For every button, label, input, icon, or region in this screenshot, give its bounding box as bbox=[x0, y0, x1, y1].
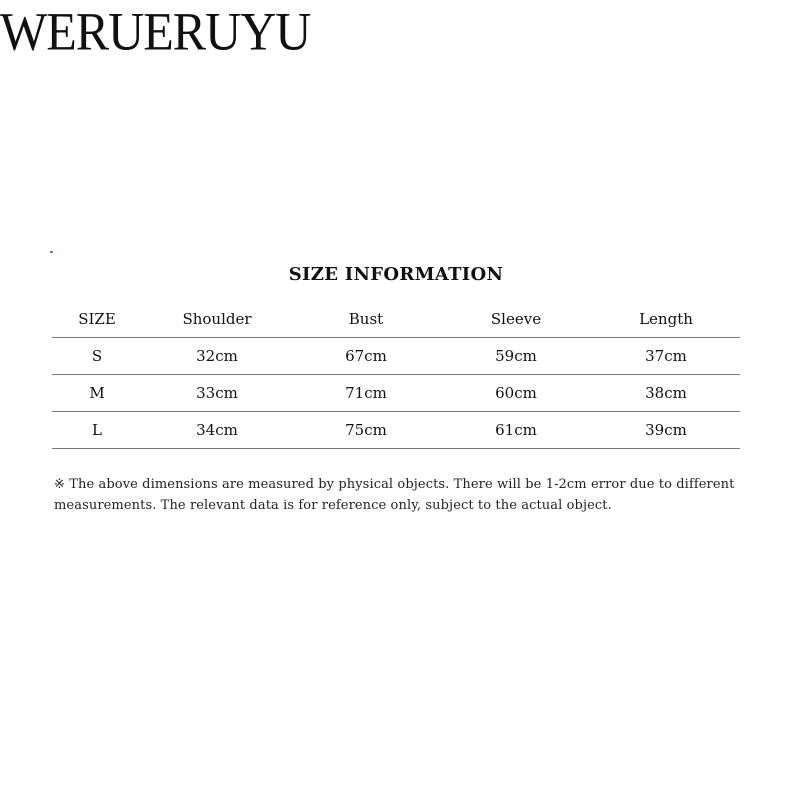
cell-sleeve: 60cm bbox=[440, 375, 592, 412]
header-length: Length bbox=[592, 301, 740, 338]
cell-shoulder: 33cm bbox=[142, 375, 292, 412]
measurement-note: ※ The above dimensions are measured by physical objects. There will be 1-2cm error due to different measurements. The relevant data is for reference only, subject to the actual object. bbox=[54, 477, 735, 513]
cell-bust: 71cm bbox=[292, 375, 440, 412]
size-table bbox=[52, 301, 740, 449]
decorative-speck bbox=[50, 251, 53, 253]
header-bust: Bust bbox=[292, 301, 440, 338]
cell-shoulder: 34cm bbox=[142, 412, 292, 449]
header-size: SIZE bbox=[52, 301, 142, 338]
cell-sleeve: 59cm bbox=[440, 338, 592, 375]
cell-length: 37cm bbox=[592, 338, 740, 375]
cell-bust: 75cm bbox=[292, 412, 440, 449]
cell-shoulder: 32cm bbox=[142, 338, 292, 375]
table-row bbox=[52, 375, 740, 412]
cell-length: 39cm bbox=[592, 412, 740, 449]
header-sleeve: Sleeve bbox=[440, 301, 592, 338]
cell-sleeve: 61cm bbox=[440, 412, 592, 449]
table-row bbox=[52, 412, 740, 449]
size-info-title: SIZE INFORMATION bbox=[288, 264, 504, 285]
cell-length: 38cm bbox=[592, 375, 740, 412]
cell-size: M bbox=[52, 375, 142, 412]
table-header-row bbox=[52, 301, 740, 338]
header-shoulder: Shoulder bbox=[142, 301, 292, 338]
table-row bbox=[52, 338, 740, 375]
brand-logo-text: WERUERUYU bbox=[0, 0, 311, 62]
cell-bust: 67cm bbox=[292, 338, 440, 375]
cell-size: S bbox=[52, 338, 142, 375]
cell-size: L bbox=[52, 412, 142, 449]
